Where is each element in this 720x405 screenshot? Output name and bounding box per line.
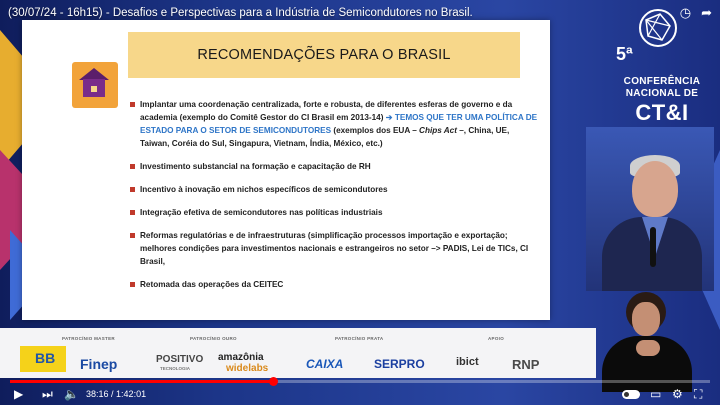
player-controls bbox=[0, 385, 720, 405]
current-time: 38:16 bbox=[86, 389, 109, 399]
duration: 1:42:01 bbox=[116, 389, 147, 399]
bullet-text: Investimento substancial na formação e capacitação de RH bbox=[140, 162, 371, 171]
slide-bullet bbox=[130, 229, 538, 268]
slide-bullet bbox=[130, 160, 538, 173]
play-icon[interactable]: ▶ bbox=[14, 387, 24, 401]
bullet-text: Implantar uma coordenação centralizada, forte e robusta, de diferentes esferas de governo e da academia (exemplo do Comitê Gestor do CI Brasil em 2013-14) bbox=[140, 100, 513, 122]
event-branding bbox=[612, 5, 712, 126]
microphone-icon bbox=[650, 227, 656, 267]
bullet-text: ➔ TEMOS QUE TER UMA POLÍTICA DE ESTADO PARA O SETOR DE SEMICONDUTORES bbox=[140, 113, 538, 135]
presentation-slide bbox=[22, 20, 550, 320]
video-title[interactable]: (30/07/24 - 16h15) - Desafios e Perspectivas para a Indústria de Semicondutores no Brasil. bbox=[8, 7, 473, 19]
serpro-logo: SERPRO bbox=[374, 357, 425, 371]
positivo-subtitle: TECNOLOGIA bbox=[160, 366, 190, 371]
network-logo-icon bbox=[638, 8, 678, 52]
sign-language-interpreter bbox=[596, 290, 698, 392]
house-logo-icon bbox=[72, 62, 118, 108]
bb-logo: BB bbox=[20, 346, 66, 372]
ibict-logo: ibict bbox=[456, 356, 479, 368]
share-icon[interactable]: ➦ bbox=[701, 5, 712, 20]
next-icon[interactable]: ⏭ bbox=[42, 387, 53, 401]
bullet-text: Retomada das operações da CEITEC bbox=[140, 280, 284, 289]
branding-line-2: NACIONAL DE bbox=[625, 88, 699, 99]
fullscreen-icon[interactable]: ⛶ bbox=[694, 387, 703, 401]
volume-icon[interactable]: 🔈 bbox=[64, 387, 79, 401]
speaker-camera bbox=[586, 127, 714, 291]
branding-line-1: CONFERÊNCIA bbox=[623, 76, 701, 87]
amazonia-logo: amazônia bbox=[218, 352, 264, 363]
slide-title-box bbox=[128, 32, 520, 78]
progress-played bbox=[10, 380, 273, 383]
bullet-text: (exemplos dos EUA – bbox=[331, 126, 420, 135]
slide-title: RECOMENDAÇÕES PARA O BRASIL bbox=[197, 47, 451, 63]
clock-icon[interactable]: ◷ bbox=[679, 5, 692, 20]
slide-bullet bbox=[130, 98, 538, 150]
positivo-logo: POSITIVO bbox=[156, 354, 204, 365]
subtitles-icon[interactable]: ▭ bbox=[650, 387, 662, 401]
sponsor-category-apoio: APOIO bbox=[488, 336, 505, 341]
caixa-logo: CAIXA bbox=[306, 357, 344, 371]
sponsors-strip bbox=[0, 328, 596, 378]
bullet-text: Chips Act bbox=[419, 126, 457, 135]
edition-number: 5ª bbox=[616, 44, 633, 64]
sponsor-category-prata: PATROCÍNIO PRATA bbox=[335, 336, 384, 341]
finep-logo: Finep bbox=[80, 356, 118, 372]
slide-bullet bbox=[130, 278, 538, 291]
slide-bullet bbox=[130, 183, 538, 196]
branding-line-3: CT&I bbox=[635, 100, 689, 125]
bullet-text: Integração efetiva de semicondutores nas políticas industriais bbox=[140, 208, 383, 217]
time-display: 38:16 / 1:42:01 bbox=[86, 389, 147, 399]
bullet-text: –, China, UE, Taiwan, Coréia do Sul, Singapura, Vietnam, Índia, México, etc.) bbox=[140, 126, 510, 148]
sponsor-category-ouro: PATROCÍNIO OURO bbox=[190, 336, 237, 341]
autoplay-toggle[interactable] bbox=[622, 390, 640, 399]
rnp-logo: RNP bbox=[512, 357, 540, 372]
settings-icon[interactable]: ⚙ bbox=[672, 387, 683, 401]
progress-bar[interactable] bbox=[10, 380, 710, 383]
slide-bullet bbox=[130, 206, 538, 219]
bullet-text: Incentivo à inovação em nichos específicos de semicondutores bbox=[140, 185, 388, 194]
sponsor-category-master: PATROCÍNIO MASTER bbox=[62, 336, 115, 341]
widelabs-logo: widelabs bbox=[226, 363, 269, 374]
bullet-text: Reformas regulatórias e de infraestruturas (simplificação processos importação e exportação; melhores condições para investimentos nacionais e estrangeiros no setor –> PADIS, Lei de TICs, CI Brasil, bbox=[140, 231, 529, 266]
slide-bullet-list bbox=[130, 98, 538, 301]
